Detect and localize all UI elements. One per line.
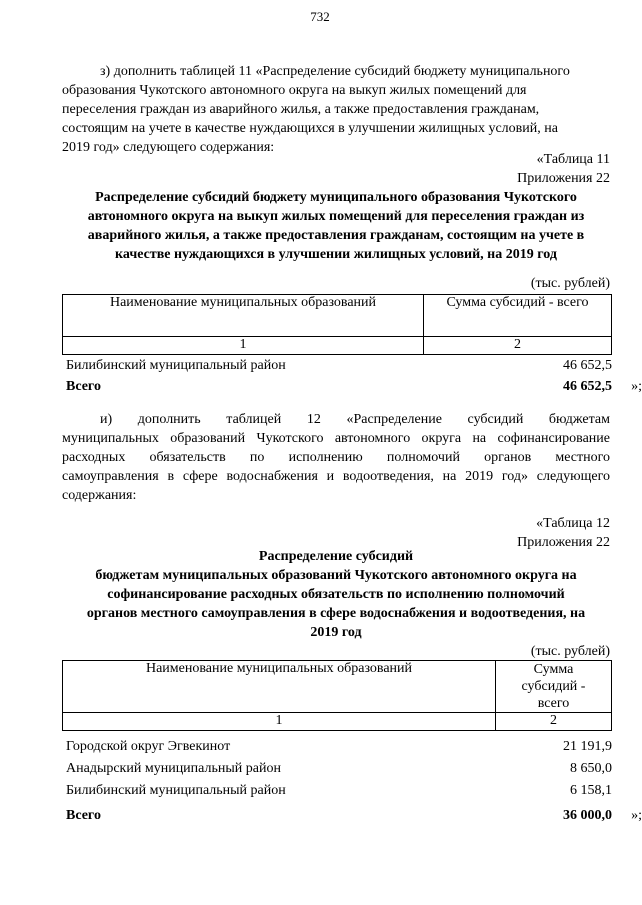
- section-i-text: [62, 410, 610, 505]
- table11-title-line: качестве нуждающихся в улучшении жилищных условий, на 2019 год: [115, 247, 557, 262]
- table11-caption-line: Приложения 22: [517, 171, 610, 186]
- row-name: Билибинский муниципальный район: [66, 783, 286, 798]
- table11-title-line: Распределение субсидий бюджету муниципального образования Чукотского: [95, 190, 577, 205]
- row-value: 46 652,5: [563, 358, 612, 373]
- table12-caption-line: «Таблица 12: [536, 516, 610, 531]
- section-i-line: расходных обязательств по исполнению полномочий органов местного: [62, 450, 610, 465]
- table11-header-name: Наименование муниципальных образований: [63, 295, 424, 337]
- total-value: 36 000,0: [563, 808, 612, 823]
- table11-header-sum: Сумма субсидий - всего: [424, 295, 612, 337]
- section-z-line: 2019 год» следующего содержания:: [62, 140, 275, 155]
- row-value: 6 158,1: [570, 783, 612, 798]
- table12-caption-line: Приложения 22: [517, 535, 610, 550]
- table12-header: [62, 660, 612, 731]
- table12-title-line: органов местного самоуправления в сфере водоснабжения и водоотведения, на: [86, 606, 586, 621]
- table12-header-name: Наименование муниципальных образований: [63, 661, 496, 713]
- table11-colnum-1: 1: [63, 337, 424, 355]
- section-z-line: состоящим на учете в качестве нуждающихся в улучшении жилищных условий, на: [62, 121, 558, 136]
- table12-colnum-2: 2: [496, 713, 612, 731]
- section-i-line: и) дополнить таблицей 12 «Распределение субсидий бюджетам: [100, 412, 610, 427]
- section-i-line: муниципальных образований Чукотского автономного округа на софинансирование: [62, 431, 610, 446]
- table12-title-line: софинансирование расходных обязательств по исполнению полномочий: [107, 587, 565, 602]
- table11-units: (тыс. рублей): [530, 276, 610, 291]
- table12-header-sum-line: всего: [537, 696, 570, 711]
- table11-title-line: аварийного жилья, а также предоставления гражданам, состоящим на учете в: [87, 228, 585, 243]
- total-value: 46 652,5: [563, 379, 612, 394]
- row-value: 8 650,0: [570, 761, 612, 776]
- section-i-line: содержания:: [62, 488, 137, 503]
- total-label: Всего: [66, 379, 101, 394]
- table12-units: (тыс. рублей): [530, 644, 610, 659]
- table11-colnum-2: 2: [424, 337, 612, 355]
- row-name: Городской округ Эгвекинот: [66, 739, 231, 754]
- table12-title: [62, 547, 610, 642]
- table11-title-line: автономного округа на выкуп жилых помещений для переселения граждан из: [87, 209, 585, 224]
- table12-header-sum-line: Сумма: [533, 662, 574, 677]
- section-z-text: [62, 62, 610, 157]
- row-name: Анадырский муниципальный район: [66, 761, 281, 776]
- table12-header-sum: [496, 661, 612, 713]
- table11-title: [62, 188, 610, 264]
- table12-title-line: бюджетам муниципальных образований Чукотского автономного округа на: [95, 568, 577, 583]
- table12-title-line: 2019 год: [310, 625, 362, 640]
- section-i-line: самоуправления в сфере водоснабжения и водоотведения, на 2019 год» следующего: [62, 469, 610, 484]
- table12-colnum-1: 1: [63, 713, 496, 731]
- table11-caption-line: «Таблица 11: [536, 152, 610, 167]
- table11-header: [62, 294, 612, 355]
- section-z-line: з) дополнить таблицей 11 «Распределение субсидий бюджету муниципального: [100, 64, 570, 79]
- table12-title-line: Распределение субсидий: [258, 549, 414, 564]
- table12-header-sum-line: субсидий -: [521, 679, 586, 694]
- section-z-line: образования Чукотского автономного округа на выкуп жилых помещений для: [62, 83, 527, 98]
- row-name: Билибинский муниципальный район: [66, 358, 286, 373]
- closing-quote: »;: [631, 808, 642, 823]
- closing-quote: »;: [631, 379, 642, 394]
- section-z-line: переселения граждан из аварийного жилья, а также предоставления гражданам,: [62, 102, 540, 117]
- row-value: 21 191,9: [563, 739, 612, 754]
- total-label: Всего: [66, 808, 101, 823]
- page-number: 732: [310, 9, 330, 24]
- table11-caption: [517, 150, 610, 188]
